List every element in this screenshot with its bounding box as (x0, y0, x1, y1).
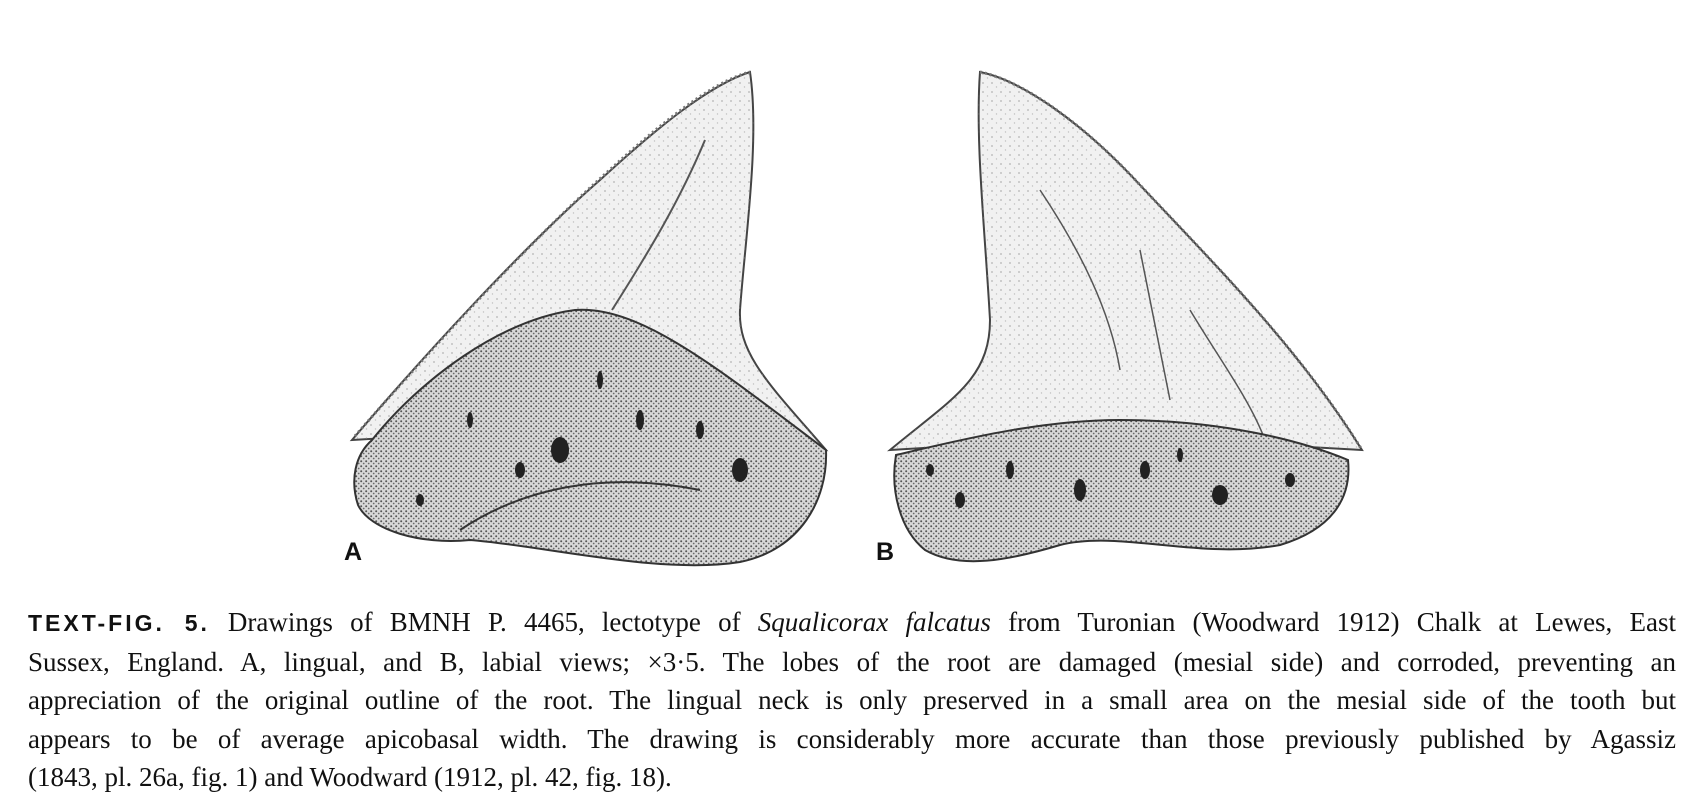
species-name: Squalicorax falcatus (757, 607, 991, 637)
caption-line-4: appears to be of average apicobasal width. The drawing is considerably more accurate than those previously published by Agassiz (28, 723, 1676, 754)
figure-caption (28, 603, 1676, 797)
tooth-b-drawing (890, 72, 1362, 561)
caption-line-3: appreciation of the original outline of the root. The lingual neck is only preserved in a small area on the mesial side of the tooth but (28, 685, 1676, 715)
panel-label-a: A (344, 538, 363, 566)
figure-tag: TEXT-FIG. 5. (28, 610, 210, 636)
tooth-b-root (894, 420, 1348, 561)
tooth-a-drawing (352, 72, 826, 565)
caption-line-2: Sussex, England. A, lingual, and B, labial views; ×3·5. The lobes of the root are damaged (mesial side) and corroded, preventing an (28, 646, 1676, 677)
panel-label-b: B (876, 538, 895, 566)
caption-line-1 (28, 603, 1676, 643)
tooth-a-root (354, 310, 826, 566)
caption-line-5: (1843, pl. 26a, fig. 1) and Woodward (1912, pl. 42, fig. 18). (28, 762, 672, 792)
caption-line-1-pre: Drawings of BMNH P. 4465, lectotype of (227, 607, 758, 637)
caption-line-1-post: from Turonian (Woodward 1912) Chalk at Lewes, East (990, 607, 1676, 637)
